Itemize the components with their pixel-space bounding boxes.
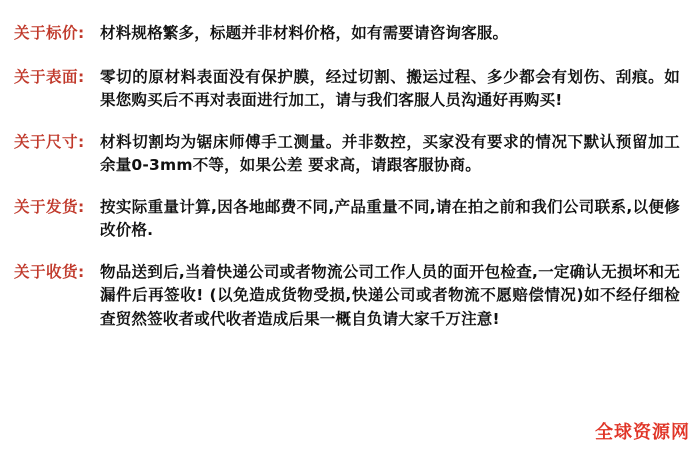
watermark-text: 全球资源网: [595, 422, 690, 443]
notice-label-pricing: 关于标价:: [14, 24, 85, 42]
notice-text-size: 材料切割均为锯床师傅手工测量。并非数控，买家没有要求的情况下默认预留加工余量0-3mm不等，如果公差 要求高，请跟客服协商。: [100, 132, 680, 175]
notice-row-surface: [14, 66, 680, 113]
notice-label-shipping: 关于发货:: [14, 197, 85, 216]
notice-text-receiving: 物品送到后,当着快递公司或者物流公司工作人员的面开包检查,一定确认无损坏和无漏件后再签收! (以免造成货物受损,快递公司或者物流不愿赔偿情况)如不经仔细检查贸然签收者或代收者造成后果一概自负请大家千万注意!: [100, 262, 680, 328]
notice-text-shipping: 按实际重量计算,因各地邮费不同,产品重量不同,请在拍之前和我们公司联系,以便修改价格.: [100, 197, 680, 240]
notice-row-size: [14, 131, 680, 178]
notice-text-surface: 零切的原材料表面没有保护膜，经过切割、搬运过程、多少都会有划伤、刮痕。如果您购买后不再对表面进行加工，请与我们客服人员沟通好再购买!: [100, 67, 680, 110]
notice-label-surface: 关于表面:: [14, 67, 85, 86]
notice-row-pricing: [14, 22, 680, 46]
notice-row-shipping: [14, 196, 680, 243]
notice-label-receiving: 关于收货:: [14, 262, 85, 281]
notice-label-size: 关于尺寸:: [14, 132, 85, 151]
notice-row-receiving: [14, 261, 680, 332]
notice-text-pricing: 材料规格繁多，标题并非材料价格，如有需要请咨询客服。: [100, 24, 509, 42]
